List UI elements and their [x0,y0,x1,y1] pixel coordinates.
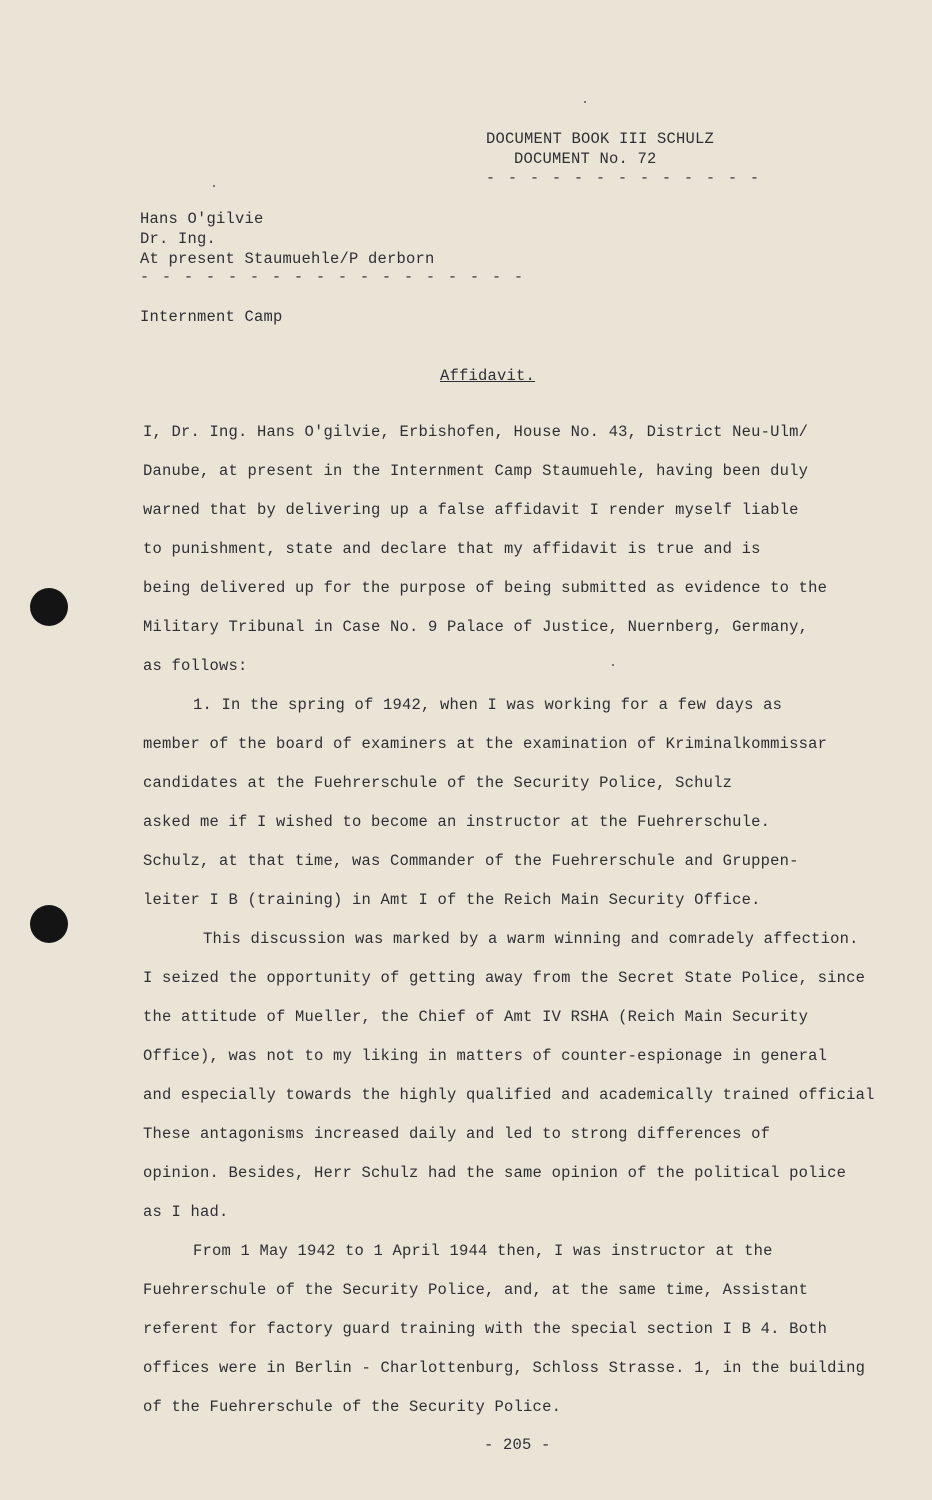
document-book-label: DOCUMENT BOOK III SCHULZ [486,130,715,148]
paper-speck [213,185,215,187]
body-line: of the Fuehrerschule of the Security Police. [143,1398,562,1416]
document-number: DOCUMENT No. 72 [514,150,657,168]
body-line: leiter I B (training) in Amt I of the Reich Main Security Office. [143,891,761,909]
body-line: opinion. Besides, Herr Schulz had the same opinion of the political police [143,1164,847,1182]
affidavit-title: Affidavit. [440,367,536,385]
body-line: From 1 May 1942 to 1 April 1944 then, I was instructor at the [193,1242,773,1260]
punch-hole [30,588,68,626]
body-line: member of the board of examiners at the examination of Kriminalkommissar [143,735,828,753]
body-line: being delivered up for the purpose of being submitted as evidence to the [143,579,828,597]
camp-label: Internment Camp [140,308,283,326]
sender-rule: - - - - - - - - - - - - - - - - - - [140,269,526,286]
body-line: referent for factory guard training with the special section I B 4. Both [143,1320,828,1338]
body-line: Danube, at present in the Internment Camp Staumuehle, having been duly [143,462,809,480]
body-line: asked me if I wished to become an instructor at the Fuehrerschule. [143,813,771,831]
body-line: Fuehrerschule of the Security Police, and, at the same time, Assistant [143,1281,809,1299]
body-line: the attitude of Mueller, the Chief of Amt IV RSHA (Reich Main Security [143,1008,809,1026]
body-line: as follows: [143,657,248,675]
body-line: I, Dr. Ing. Hans O'gilvie, Erbishofen, House No. 43, District Neu-Ulm/ [143,423,809,441]
body-line: to punishment, state and declare that my affidavit is true and is [143,540,761,558]
page-number: - 205 - [484,1436,551,1454]
body-line: offices were in Berlin - Charlottenburg, Schloss Strasse. 1, in the building [143,1359,866,1377]
punch-hole [30,905,68,943]
paper-speck [584,101,586,103]
body-line: warned that by delivering up a false affidavit I render myself liable [143,501,799,519]
body-line: Office), was not to my liking in matters of counter-espionage in general [143,1047,828,1065]
header-rule: - - - - - - - - - - - - - [486,170,762,187]
sender-location: At present Staumuehle/P derborn [140,250,435,268]
body-line: Military Tribunal in Case No. 9 Palace of Justice, Nuernberg, Germany, [143,618,809,636]
sender-title: Dr. Ing. [140,230,217,248]
body-line: and especially towards the highly qualified and academically trained official [143,1086,875,1104]
paper-speck [612,664,614,666]
body-line: I seized the opportunity of getting away from the Secret State Police, since [143,969,866,987]
body-line: 1. In the spring of 1942, when I was working for a few days as [193,696,783,714]
body-line: as I had. [143,1203,229,1221]
body-line: candidates at the Fuehrerschule of the Security Police, Schulz [143,774,733,792]
body-line: Schulz, at that time, was Commander of the Fuehrerschule and Gruppen- [143,852,799,870]
body-line: This discussion was marked by a warm winning and comradely affection. [203,930,859,948]
sender-name: Hans O'gilvie [140,210,264,228]
body-line: These antagonisms increased daily and led to strong differences of [143,1125,771,1143]
